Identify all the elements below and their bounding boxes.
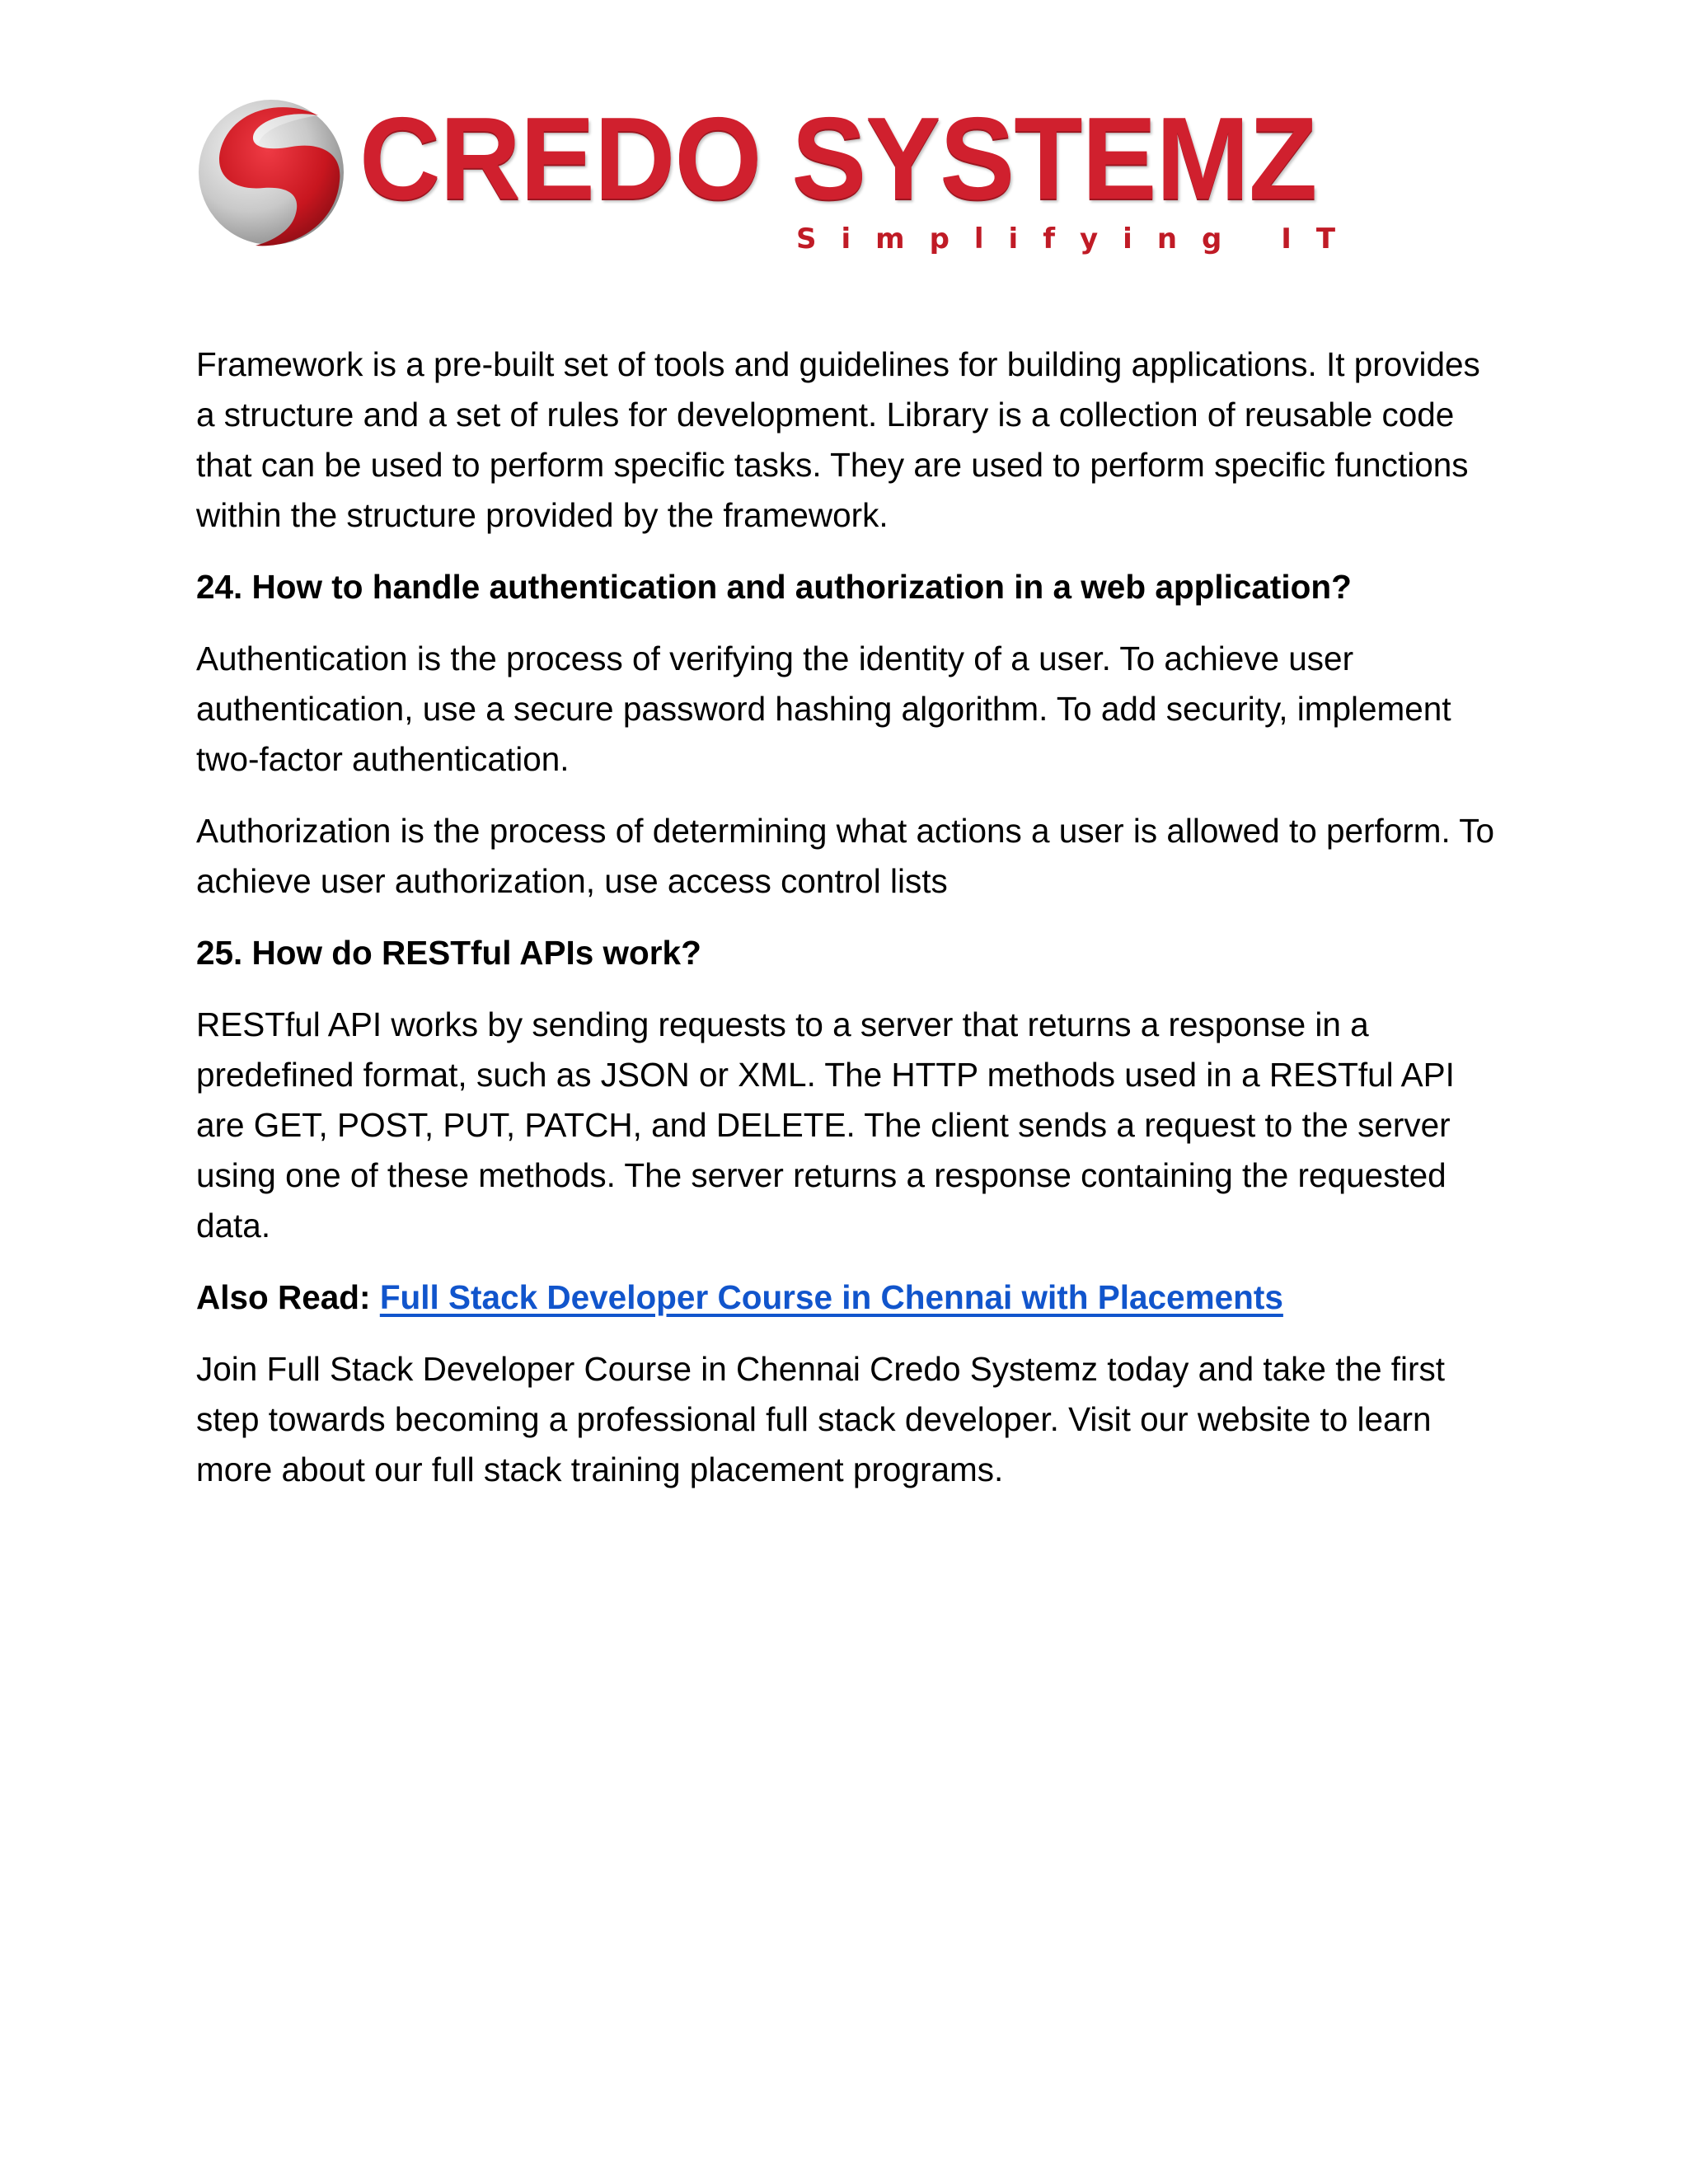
question-24-heading: 24. How to handle authentication and authorization in a web application? — [196, 568, 1352, 606]
logo-tagline: Simplifying IT — [796, 223, 1361, 255]
document-body — [196, 340, 1498, 1516]
paragraph-restful-api: RESTful API works by sending requests to a server that returns a response in a predefined format, such as JSON or XML. The HTTP methods used in a RESTful API are GET, POST, PUT, PATCH, and DELETE. The client sends a request to the server using one of these methods. The server returns a response containing the requested data. — [196, 1005, 1455, 1244]
question-25-heading: 25. How do RESTful APIs work? — [196, 934, 701, 972]
also-read-link[interactable]: Full Stack Developer Course in Chennai with Placements — [379, 1278, 1283, 1316]
paragraph-authentication: Authentication is the process of verifying the identity of a user. To achieve user authentication, use a secure password hashing algorithm. To add security, implement two-factor authentication. — [196, 640, 1451, 778]
paragraph-framework-library: Framework is a pre-built set of tools and guidelines for building applications. It provides a structure and a set of rules for development. Library is a collection of reusable code that can be used to perform specific tasks. They are used to perform specific functions within the structure provided by the framework. — [196, 345, 1480, 534]
paragraph-authorization: Authorization is the process of determining what actions a user is allowed to perform. To achieve user authorization, use access control lists — [196, 812, 1495, 900]
also-read-label: Also Read: — [196, 1278, 371, 1316]
credo-systemz-logo — [195, 91, 1361, 272]
paragraph-join-course: Join Full Stack Developer Course in Chennai Credo Systemz today and take the first step towards becoming a professional full stack developer. Visit our website to learn more about our full stack training placement programs. — [196, 1350, 1445, 1488]
logo-swirl-icon — [195, 96, 348, 249]
logo-brand-text: CREDO SYSTEMZ — [359, 93, 1317, 224]
also-read-line — [196, 1272, 1498, 1323]
